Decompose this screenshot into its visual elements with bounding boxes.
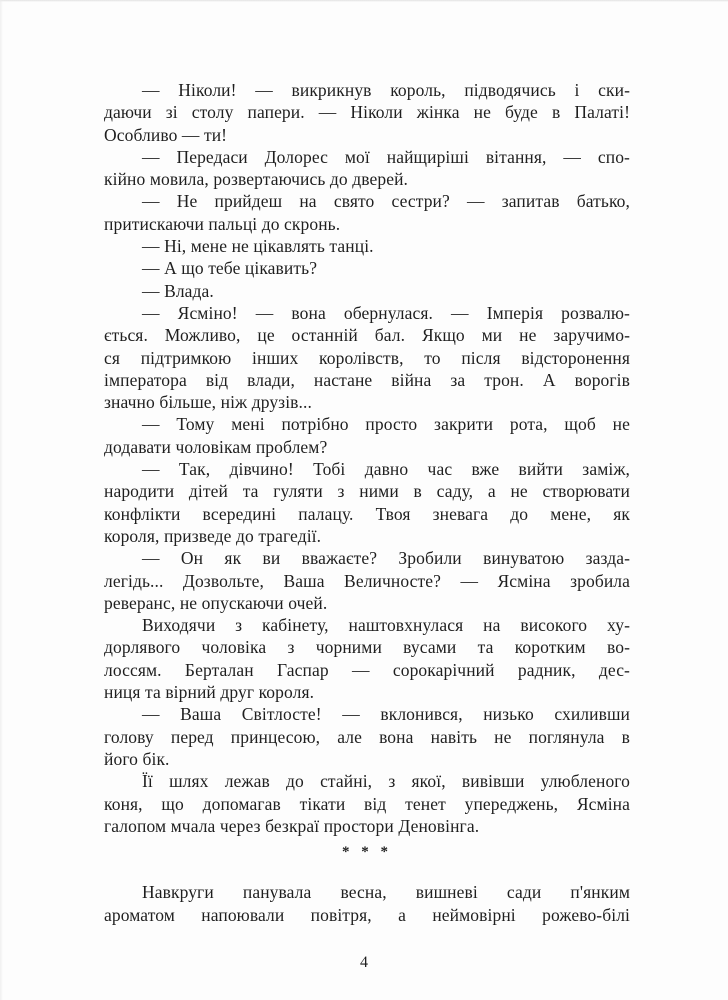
text-line: — Ясміно! — вона обернулася. — Імперія розвалю- <box>142 302 630 323</box>
section-separator: * * * <box>342 844 392 861</box>
scan-artifact-left-edge <box>0 0 3 1000</box>
text-line: ароматом напоювали повітря, а неймовірні рожево-білі <box>104 904 630 925</box>
text-line: — Ваша Світлосте! — вклонився, низько схиливши <box>142 704 630 725</box>
paragraph <box>104 881 630 926</box>
text-line: його бік. <box>104 748 170 769</box>
paragraph <box>104 770 630 837</box>
text-line: галопом мчала через безкраї простори Деновінга. <box>104 815 480 836</box>
text-line: короля, призведе до трагедії. <box>104 525 322 546</box>
text-line: додавати чоловікам проблем? <box>104 436 328 457</box>
text-line: голову перед принцесою, але вона навіть не поглянула в <box>104 726 630 747</box>
text-line: Навкруги панувала весна, вишневі сади п'янким <box>142 882 630 903</box>
text-line: — А що тебе цікавить? <box>142 258 318 279</box>
paragraph <box>104 257 630 279</box>
text-line: коня, що допомагав тікати від тенет упереджень, Ясміна <box>104 793 630 814</box>
text-line: — Он як ви вважаєте? Зробили винуватою зазда- <box>142 548 630 569</box>
text-line: лоссям. Берталан Гаспар — сорокарічний радник, дес- <box>104 659 630 680</box>
paragraph <box>104 302 630 413</box>
text-line: ся підтримкою інших королівств, то після відсторонення <box>104 347 630 368</box>
text-line: імператора від влади, настане війна за трон. А ворогів <box>104 369 630 390</box>
text-line: легідь... Дозвольте, Ваша Величносте? — Ясміна зробила <box>104 570 630 591</box>
paragraph <box>104 413 630 458</box>
text-line: значно більше, ніж друзів... <box>104 392 312 413</box>
text-line: Особливо — ти! <box>104 124 228 145</box>
paragraph <box>104 79 630 146</box>
paragraph <box>104 547 630 614</box>
paragraph <box>104 614 630 703</box>
paragraph <box>104 458 630 547</box>
text-line: — Тому мені потрібно просто закрити рота, щоб не <box>142 414 630 435</box>
text-line: кійно мовила, розвертаючись до дверей. <box>104 169 409 190</box>
text-line: — Передаси Долорес мої найщиріші вітання, — спо- <box>142 146 630 167</box>
text-block <box>104 79 630 926</box>
text-line: — Ніколи! — викрикнув король, підводячись і ски- <box>142 80 630 100</box>
text-line: ниця та вірний друг короля. <box>104 682 315 703</box>
text-line: притискаючи пальці до скронь. <box>104 213 341 234</box>
paragraph <box>104 235 630 257</box>
text-line: Її шлях лежав до стайні, з якої, вивівши улюбленого <box>142 771 630 792</box>
text-line: реверанс, не опускаючи очей. <box>104 592 328 613</box>
paragraph <box>104 703 630 770</box>
text-line: Виходячи з кабінету, наштовхнулася на високого ху- <box>142 615 630 636</box>
text-line: ється. Можливо, це останній бал. Якщо ми не заручимо- <box>104 325 630 346</box>
text-line: — Не прийдеш на свято сестри? — запитав батько, <box>142 191 630 212</box>
text-line: конфлікти всередині палацу. Твоя зневага до мене, як <box>104 503 630 524</box>
text-line: даючи зі столу папери. — Ніколи жінка не буде в Палаті! <box>104 102 630 123</box>
text-line: — Ні, мене не цікавлять танці. <box>142 236 374 257</box>
scan-artifact-top-edge <box>0 0 728 2</box>
text-line: народити дітей та гуляти з ними в саду, а не створювати <box>104 481 630 502</box>
text-line: — Так, дівчино! Тобі давно час вже вийти заміж, <box>142 459 630 480</box>
text-line: — Влада. <box>142 280 214 301</box>
paragraph <box>104 146 630 191</box>
paragraph <box>104 280 630 302</box>
paragraph <box>104 190 630 235</box>
page-number: 4 <box>360 954 368 971</box>
text-line: дорлявого чоловіка з чорними вусами та коротким во- <box>104 637 630 658</box>
